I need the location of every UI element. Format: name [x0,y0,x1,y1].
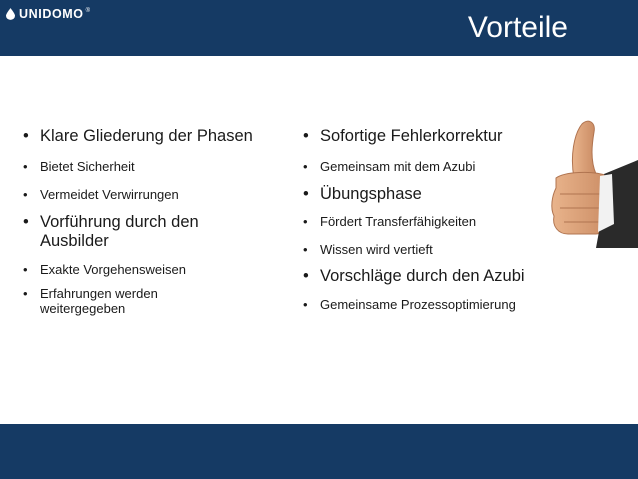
list-item: • Übungsphase [303,185,573,204]
list-item: • Klare Gliederung der Phasen [23,127,308,146]
left-bullet-list [23,127,308,316]
list-item: • Sofortige Fehlerkorrektur [303,127,573,146]
thumbs-up-icon [534,116,638,248]
list-item: • Gemeinsam mit dem Azubi [303,159,573,174]
slide-title: Vorteile [467,11,568,44]
list-item: • Vorschläge durch den Azubi [303,267,573,286]
list-item: • Gemeinsame Prozessoptimierung [303,297,573,312]
registered-mark: ® [85,8,91,14]
water-drop-icon [6,8,15,20]
header-bar [0,0,638,56]
list-item: • Bietet Sicherheit [23,159,308,174]
list-item: • Wissen wird vertieft [303,242,573,257]
list-item: • Vermeidet Verwirrungen [23,187,308,202]
right-bullet-list [303,127,573,312]
list-item: • Exakte Vorgehensweisen [23,262,308,277]
footer-bar [0,424,638,479]
list-item: • Vorführung durch den Ausbilder [23,213,250,251]
list-item: • Erfahrungen werden weitergegeben [23,286,210,316]
list-item: • Fördert Transferfähigkeiten [303,214,573,229]
brand-logo [6,6,90,22]
brand-name: UNIDOMO [19,7,84,21]
